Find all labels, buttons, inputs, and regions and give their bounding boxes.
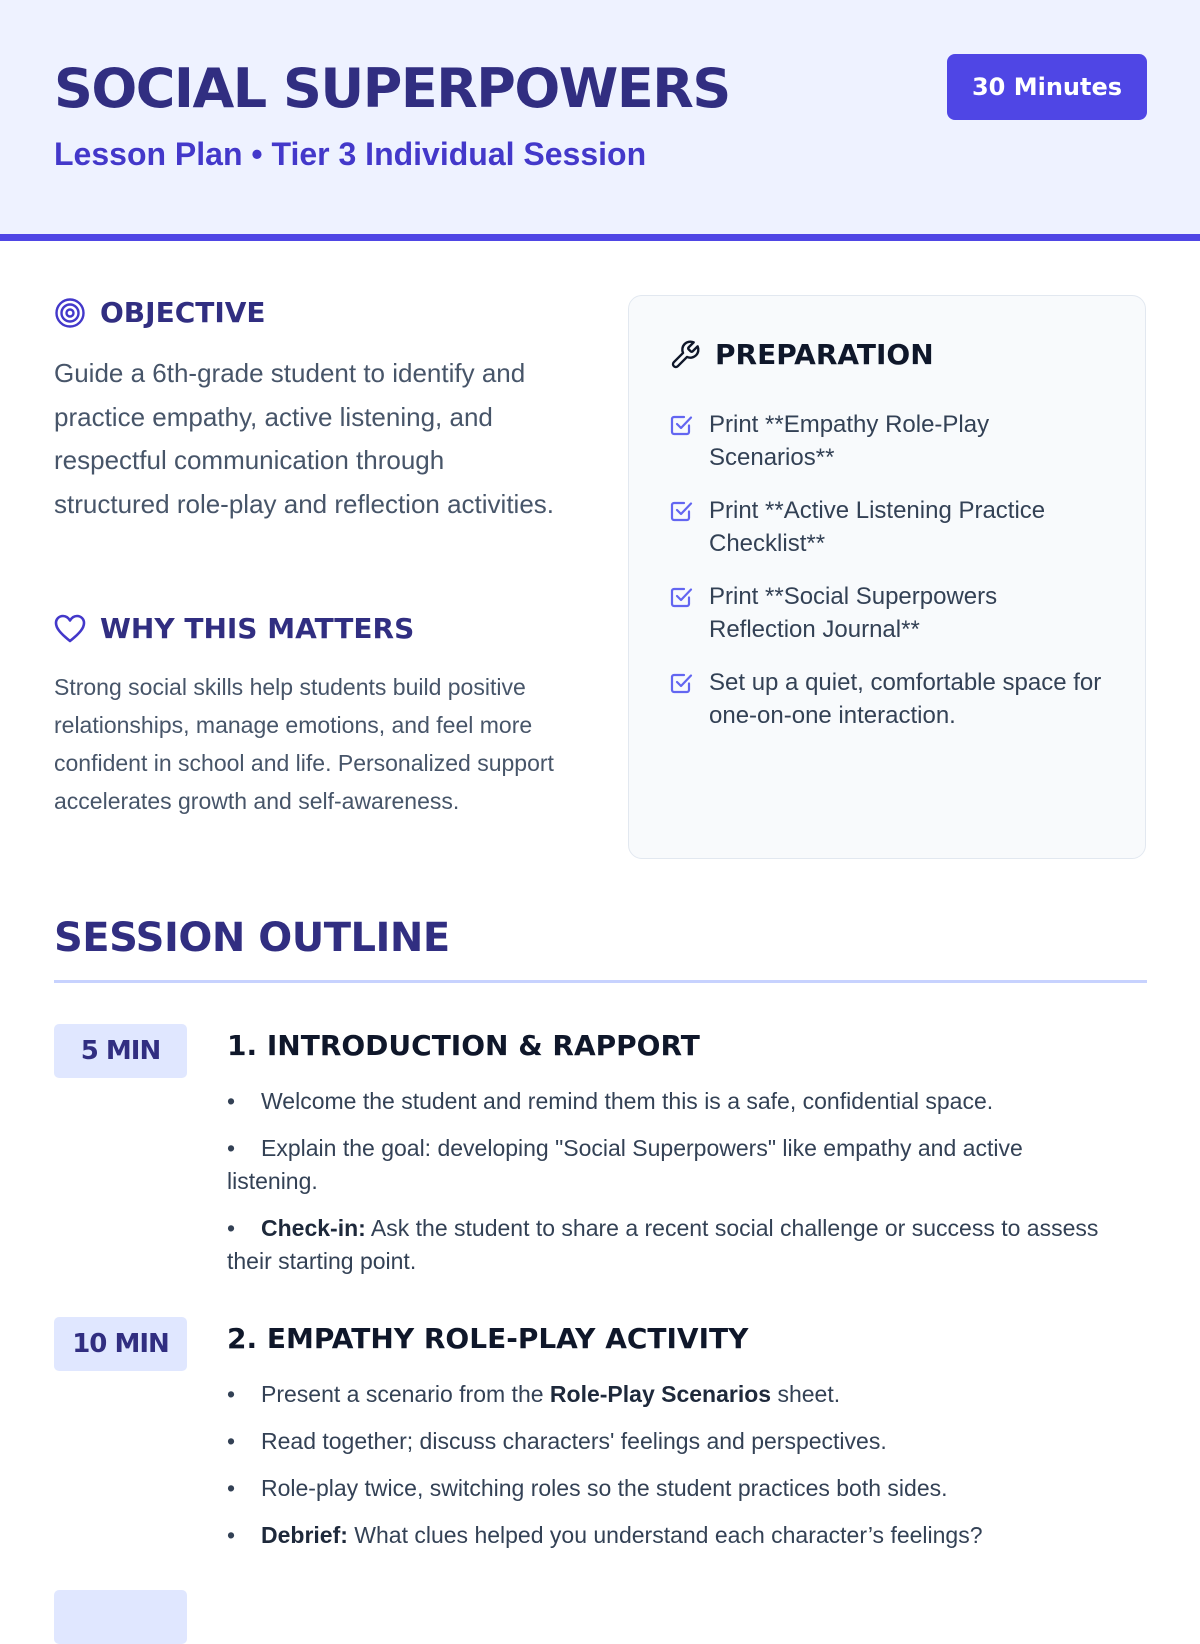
step-item: • Explain the goal: developing "Social Superpowers" like empathy and active listening.	[227, 1132, 1117, 1198]
step-item-lead: Debrief:	[261, 1522, 348, 1548]
objective-text: Guide a 6th-grade student to identify and practice empathy, active listening, and respectful communication through structured role-play and reflection activities.	[54, 358, 555, 519]
checkbox-checked-icon	[669, 585, 693, 609]
step-item: • Welcome the student and remind them this is a safe, confidential space.	[227, 1085, 1117, 1118]
worksheet-name: Role-Play Scenarios	[549, 1381, 772, 1407]
step-item: • Role-play twice, switching roles so the student practices both sides.	[227, 1472, 1117, 1505]
preparation-item	[669, 408, 1109, 474]
heart-icon	[54, 614, 86, 644]
why-heading-label: WHY THIS MATTERS	[100, 612, 415, 645]
preparation-item	[669, 494, 1109, 560]
wrench-icon	[669, 339, 701, 371]
preparation-heading	[669, 338, 934, 371]
step-title: 1. INTRODUCTION & RAPPORT	[227, 1029, 700, 1062]
step-list	[227, 1378, 1117, 1566]
preparation-item	[669, 666, 1109, 732]
step-item: • Read together; discuss characters' feelings and perspectives.	[227, 1425, 1117, 1458]
preparation-list	[669, 408, 1109, 752]
step-list	[227, 1085, 1117, 1292]
lesson-header	[0, 0, 1200, 241]
preparation-card	[628, 295, 1146, 859]
bullet: •	[227, 1522, 236, 1548]
bullet: •	[227, 1381, 236, 1407]
bullet: •	[227, 1215, 236, 1241]
time-badge: 10 MIN	[54, 1317, 187, 1371]
step-item: • Present a scenario from the Role-Play Scenarios sheet.	[227, 1378, 1117, 1411]
duration-badge: 30 Minutes	[947, 54, 1147, 120]
session-outline-heading: SESSION OUTLINE	[54, 915, 450, 961]
step-item: • Debrief: What clues helped you understand each character’s feelings?	[227, 1519, 1117, 1552]
bullet: •	[227, 1135, 236, 1161]
bullet: •	[227, 1428, 236, 1454]
page-title: SOCIAL SUPERPOWERS	[54, 57, 730, 120]
checkbox-checked-icon	[669, 671, 693, 695]
time-badge-next	[54, 1590, 187, 1644]
page-subtitle: Lesson Plan • Tier 3 Individual Session	[54, 136, 647, 172]
objective-heading	[54, 296, 266, 329]
time-badge: 5 MIN	[54, 1024, 187, 1078]
step-item-lead: Check-in:	[261, 1215, 366, 1241]
bullet: •	[227, 1088, 236, 1114]
why-text: Strong social skills help students build positive relationships, manage emotions, and feel more confident in school and life. Personalized support accelerates growth and self-awareness.	[54, 674, 554, 814]
checkbox-checked-icon	[669, 413, 693, 437]
section-divider	[54, 980, 1147, 983]
preparation-item	[669, 580, 1109, 646]
step-title: 2. EMPATHY ROLE-PLAY ACTIVITY	[227, 1322, 749, 1355]
checkbox-checked-icon	[669, 499, 693, 523]
bullet: •	[227, 1475, 236, 1501]
step-item: • Check-in: Ask the student to share a recent social challenge or success to assess their starting point.	[227, 1212, 1117, 1278]
preparation-item-text: Print **Active Listening Practice Checklist**	[709, 497, 1046, 557]
preparation-item-text: Set up a quiet, comfortable space for one-on-one interaction.	[709, 669, 1102, 729]
preparation-item-text: Print **Social Superpowers Reflection Journal**	[709, 583, 998, 643]
objective-heading-label: OBJECTIVE	[100, 296, 266, 329]
target-icon	[54, 297, 86, 329]
why-heading	[54, 612, 414, 645]
preparation-item-text: Print **Empathy Role-Play Scenarios**	[709, 411, 990, 471]
preparation-heading-label: PREPARATION	[715, 338, 934, 371]
